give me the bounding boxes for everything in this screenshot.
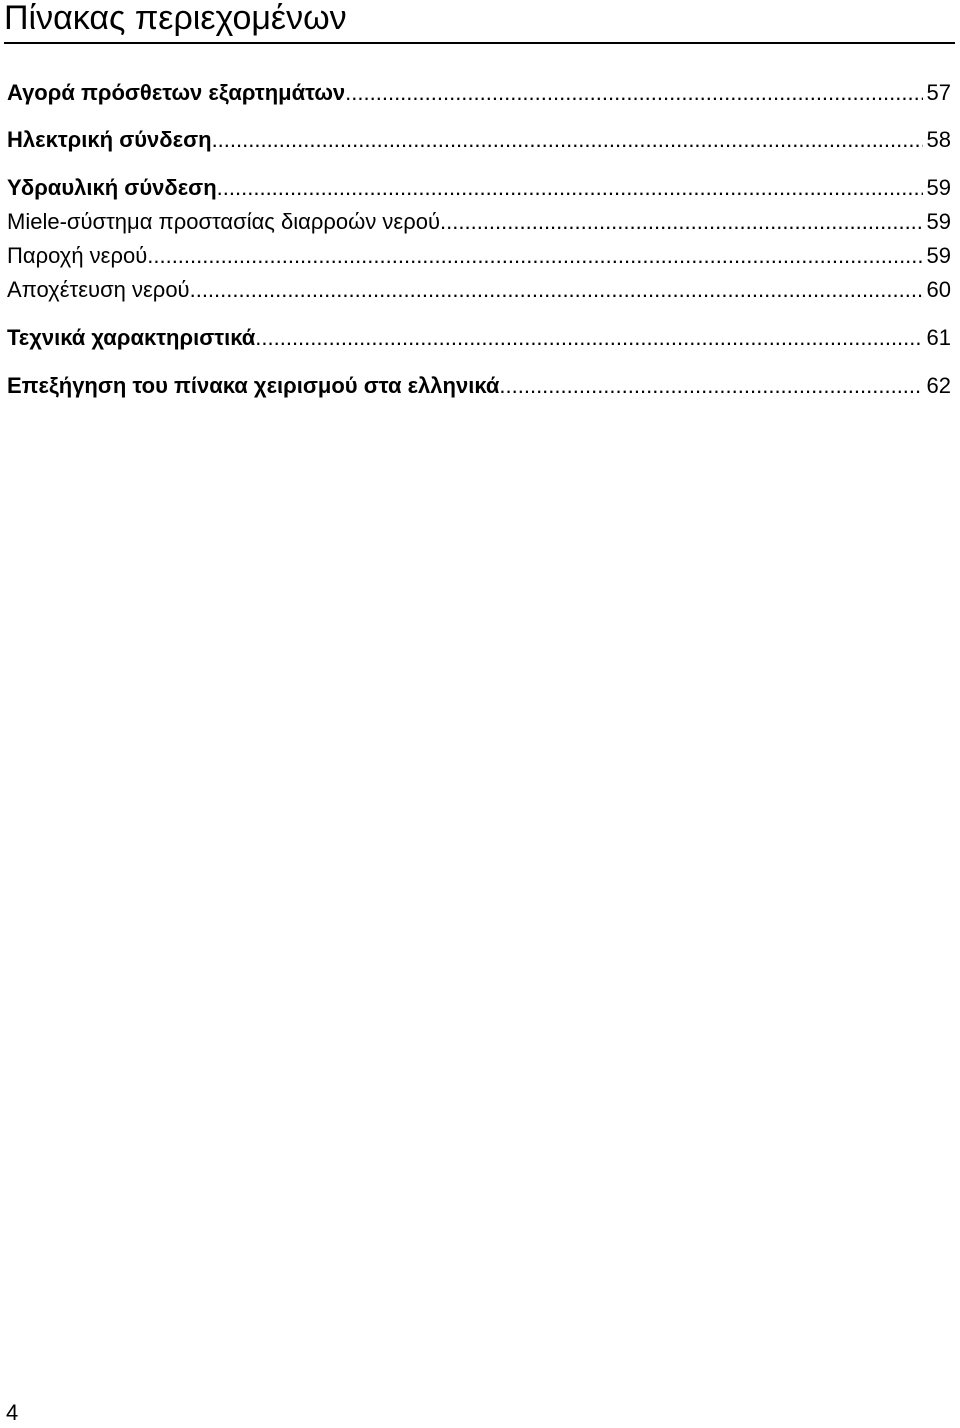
- toc-entry-page: 57: [926, 80, 951, 105]
- dot-leader: [212, 127, 923, 153]
- dot-leader: [190, 277, 923, 303]
- toc-entry-page: 60: [926, 277, 951, 302]
- toc-entry-label: Επεξήγηση του πίνακα χειρισμού στα ελληνικά: [7, 373, 500, 398]
- toc-entry-page: 62: [926, 373, 951, 398]
- toc-entry-leak-protection[interactable]: [7, 209, 951, 235]
- toc-entry-page: 59: [926, 243, 951, 268]
- dot-leader: [499, 373, 922, 399]
- toc-entry-page: 59: [926, 175, 951, 200]
- toc-entry-label: Υδραυλική σύνδεση: [7, 175, 217, 200]
- toc-entry-plumbing[interactable]: [7, 175, 951, 201]
- page-number: 4: [6, 1400, 19, 1425]
- toc-entry-label: Αγορά πρόσθετων εξαρτημάτων: [7, 80, 346, 105]
- toc-entry-page: 58: [926, 127, 951, 152]
- toc-entry-water-supply[interactable]: [7, 243, 951, 269]
- dot-leader: [255, 325, 922, 351]
- toc-entry-label: Miele-σύστημα προστασίας διαρροών νερού: [7, 209, 441, 234]
- toc-entry-technical-data[interactable]: [7, 325, 951, 351]
- toc-entry-electrical-connection[interactable]: [7, 127, 951, 153]
- dot-leader: [217, 175, 923, 201]
- toc-entry-page: 61: [926, 325, 951, 350]
- toc-entry-control-panel-explanation[interactable]: [7, 373, 951, 399]
- toc-entry-accessories[interactable]: [7, 80, 951, 106]
- dot-leader: [147, 243, 922, 269]
- dot-leader: [345, 80, 922, 106]
- toc-entry-page: 59: [926, 209, 951, 234]
- title-divider: [4, 42, 955, 44]
- dot-leader: [440, 209, 922, 235]
- toc-entry-label: Αποχέτευση νερού: [7, 277, 190, 302]
- toc-entry-label: Παροχή νερού: [7, 243, 148, 268]
- toc-entry-label: Ηλεκτρική σύνδεση: [7, 127, 212, 152]
- toc-entry-label: Τεχνικά χαρακτηριστικά: [7, 325, 256, 350]
- toc-entry-drainage[interactable]: [7, 277, 951, 303]
- page-title: Πίνακας περιεχομένων: [4, 0, 347, 37]
